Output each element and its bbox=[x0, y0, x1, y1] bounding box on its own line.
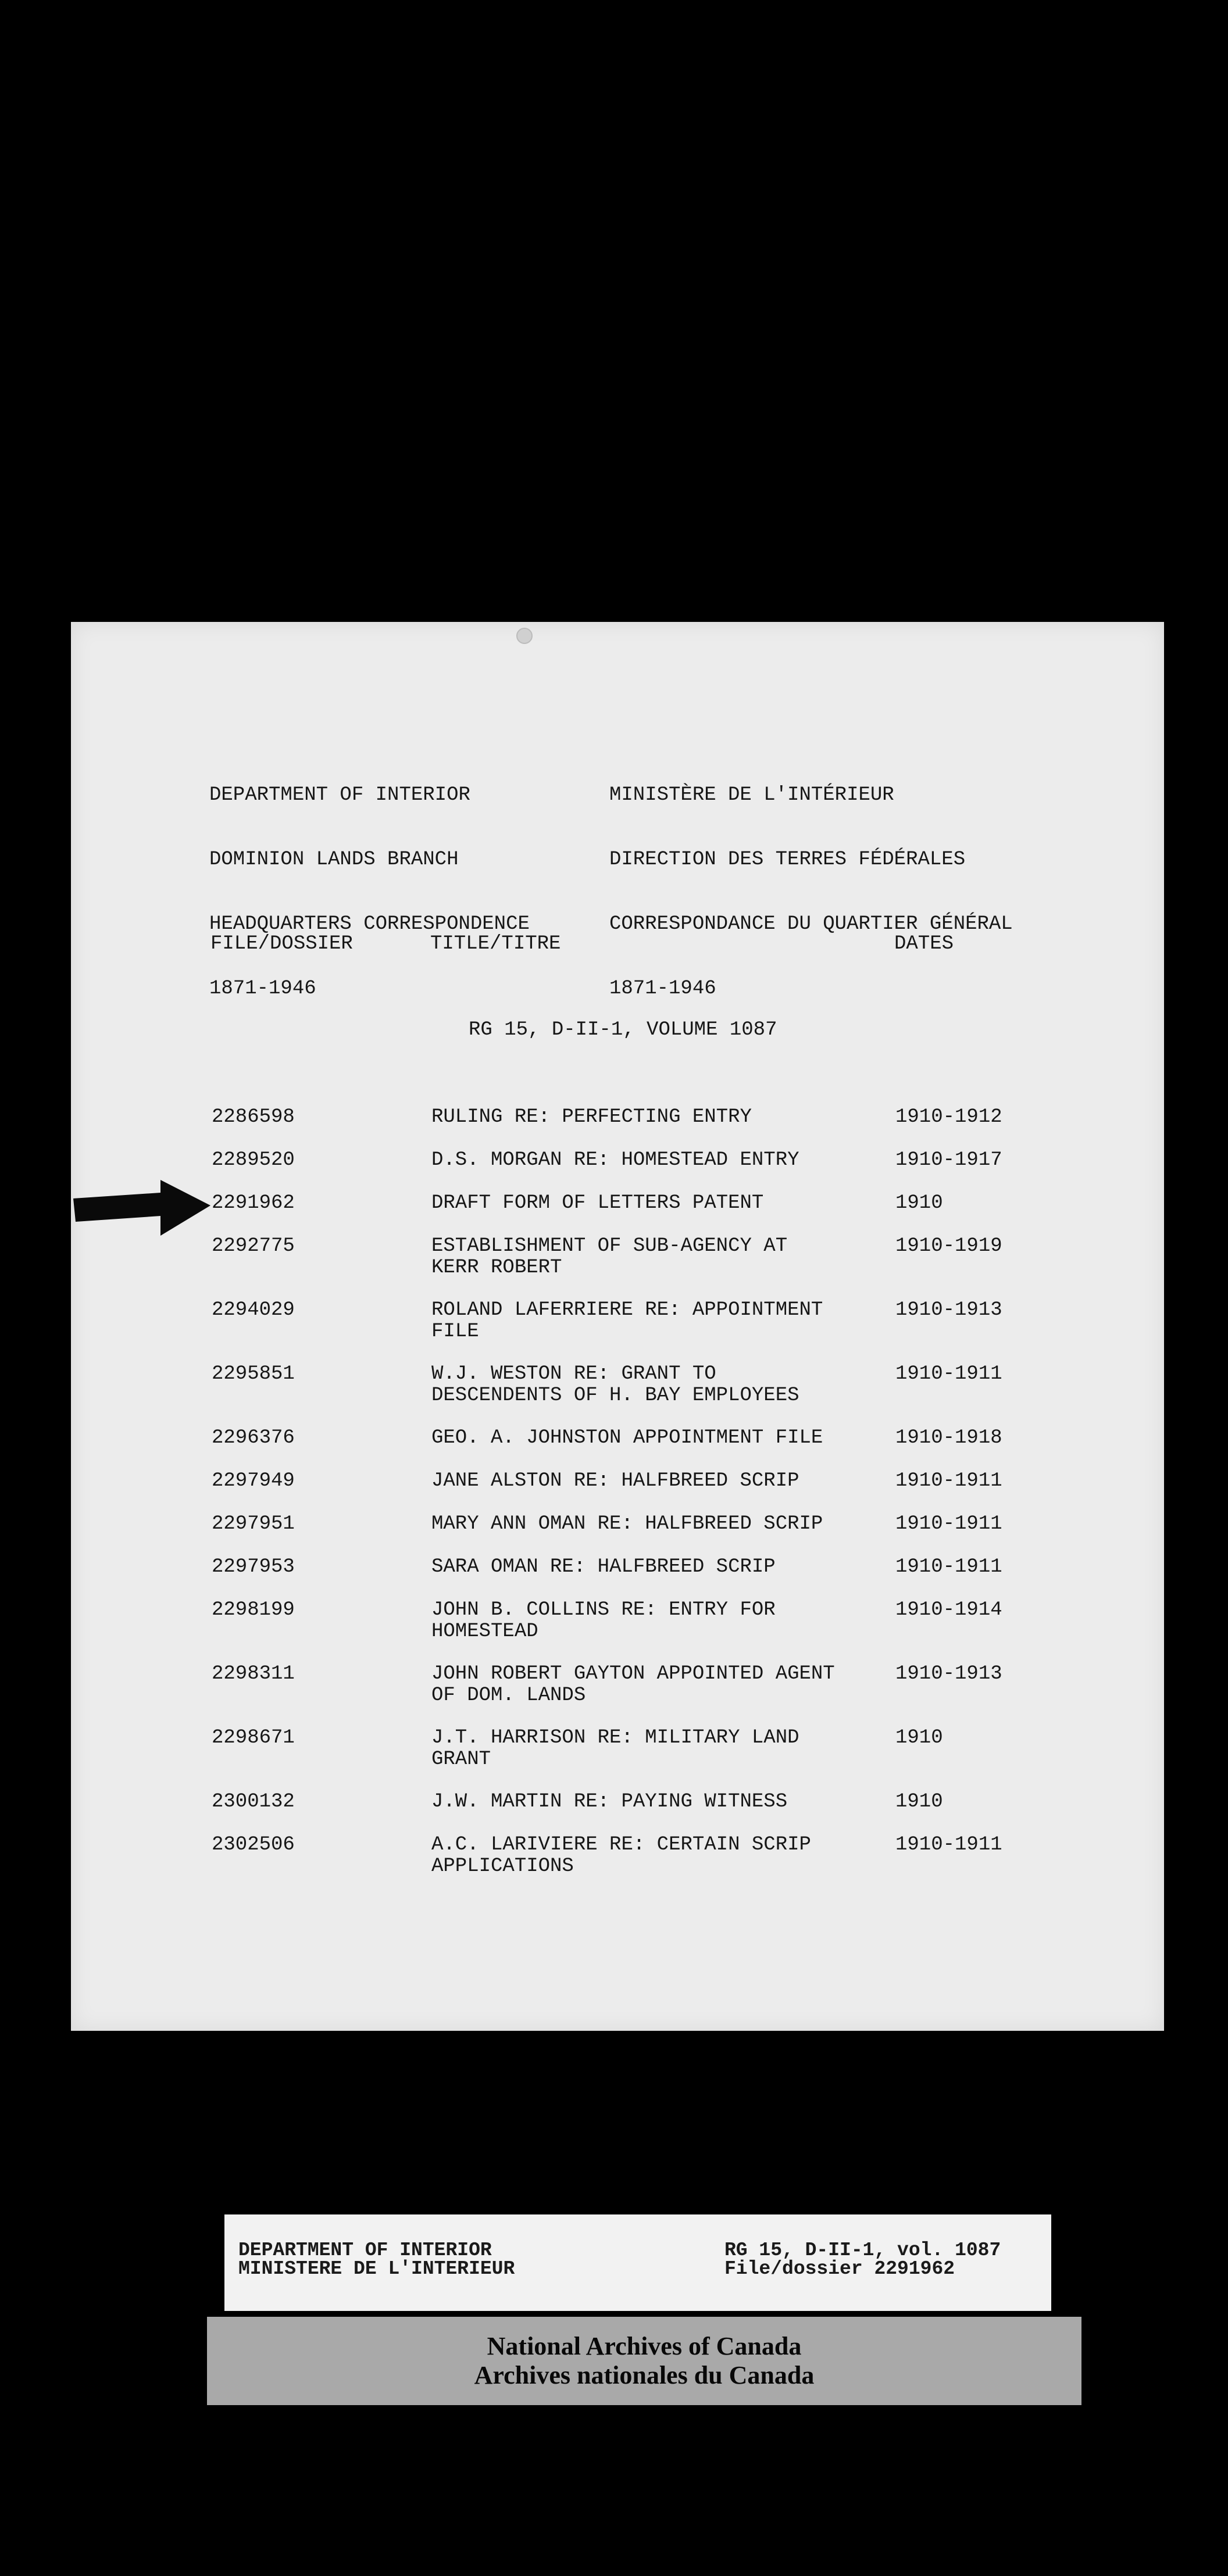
file-title-line: GRANT bbox=[431, 1748, 491, 1770]
file-dates: 1910-1917 bbox=[895, 1149, 1002, 1171]
file-title bbox=[431, 1791, 787, 1813]
label-dept-en: DEPARTMENT OF INTERIOR bbox=[238, 2239, 492, 2261]
microfilm-label bbox=[224, 2214, 1051, 2311]
label-file: File/dossier 2291962 bbox=[724, 2258, 955, 2280]
header-french bbox=[609, 742, 1013, 1021]
archives-name-en: National Archives of Canada bbox=[487, 2332, 802, 2360]
column-header-file: FILE/DOSSIER bbox=[210, 933, 353, 955]
file-title bbox=[431, 1514, 823, 1535]
file-dates: 1910 bbox=[895, 1192, 943, 1214]
file-title-line: DRAFT FORM OF LETTERS PATENT bbox=[431, 1192, 764, 1214]
file-title bbox=[431, 1834, 811, 1877]
header-fr-line: DIRECTION DES TERRES FÉDÉRALES bbox=[609, 849, 966, 871]
file-number: 2295851 bbox=[212, 1363, 295, 1385]
file-number: 2289520 bbox=[212, 1149, 295, 1171]
file-title-line: A.C. LARIVIERE RE: CERTAIN SCRIP bbox=[431, 1834, 811, 1856]
file-number: 2291962 bbox=[212, 1192, 295, 1214]
file-title bbox=[431, 1557, 776, 1578]
file-title-line: HOMESTEAD bbox=[431, 1620, 538, 1643]
file-number: 2302506 bbox=[212, 1834, 295, 1856]
file-dates: 1910-1911 bbox=[895, 1470, 1002, 1492]
file-dates: 1910-1911 bbox=[895, 1834, 1002, 1856]
file-title-line: DESCENDENTS OF H. BAY EMPLOYEES bbox=[431, 1384, 799, 1407]
file-number: 2297953 bbox=[212, 1556, 295, 1578]
file-title bbox=[431, 1150, 799, 1171]
file-number: 2297949 bbox=[212, 1470, 295, 1492]
file-number: 2296376 bbox=[212, 1427, 295, 1449]
file-title bbox=[431, 1663, 835, 1706]
file-dates: 1910-1913 bbox=[895, 1299, 1002, 1321]
column-header-title: TITLE/TITRE bbox=[430, 933, 561, 955]
header-fr-line: MINISTÈRE DE L'INTÉRIEUR bbox=[609, 784, 894, 806]
file-title-line: SARA OMAN RE: HALFBREED SCRIP bbox=[431, 1556, 776, 1578]
punch-hole bbox=[516, 628, 533, 644]
archives-banner bbox=[207, 2317, 1081, 2405]
file-title-line: MARY ANN OMAN RE: HALFBREED SCRIP bbox=[431, 1513, 823, 1535]
file-title-line: OF DOM. LANDS bbox=[431, 1684, 586, 1706]
file-number: 2297951 bbox=[212, 1513, 295, 1535]
header-en-line: DEPARTMENT OF INTERIOR bbox=[209, 784, 470, 806]
file-title bbox=[431, 1300, 823, 1343]
file-title bbox=[431, 1364, 799, 1407]
file-number: 2292775 bbox=[212, 1235, 295, 1257]
file-title bbox=[431, 1236, 787, 1279]
file-title-line: ROLAND LAFERRIERE RE: APPOINTMENT bbox=[431, 1299, 823, 1321]
file-title-line: J.W. MARTIN RE: PAYING WITNESS bbox=[431, 1791, 788, 1813]
file-number: 2294029 bbox=[212, 1299, 295, 1321]
file-title-line: ESTABLISHMENT OF SUB-AGENCY AT bbox=[431, 1235, 788, 1257]
file-title-line: JANE ALSTON RE: HALFBREED SCRIP bbox=[431, 1470, 799, 1492]
file-title-line: JOHN B. COLLINS RE: ENTRY FOR bbox=[431, 1599, 776, 1621]
header-fr-line: 1871-1946 bbox=[609, 978, 716, 1000]
file-title-line: J.T. HARRISON RE: MILITARY LAND bbox=[431, 1727, 799, 1749]
volume-reference: RG 15, D-II-1, VOLUME 1087 bbox=[469, 1019, 777, 1041]
arrow-pointer-icon bbox=[73, 1180, 210, 1236]
header-en-line: DOMINION LANDS BRANCH bbox=[209, 849, 459, 871]
file-dates: 1910-1918 bbox=[895, 1427, 1002, 1449]
file-title bbox=[431, 1427, 823, 1449]
file-title bbox=[431, 1600, 776, 1643]
column-header-dates: DATES bbox=[894, 933, 954, 955]
file-dates: 1910-1913 bbox=[895, 1663, 1002, 1685]
file-number: 2286598 bbox=[212, 1106, 295, 1128]
file-title-line: GEO. A. JOHNSTON APPOINTMENT FILE bbox=[431, 1427, 823, 1449]
file-title bbox=[431, 1193, 763, 1214]
header-english bbox=[209, 742, 530, 1021]
header-en-line: HEADQUARTERS CORRESPONDENCE bbox=[209, 913, 530, 935]
file-number: 2298311 bbox=[212, 1663, 295, 1685]
file-title bbox=[431, 1727, 799, 1770]
file-number: 2300132 bbox=[212, 1791, 295, 1813]
archives-name-fr: Archives nationales du Canada bbox=[474, 2361, 815, 2389]
header-fr-line: CORRESPONDANCE DU QUARTIER GÉNÉRAL bbox=[609, 913, 1013, 935]
file-title bbox=[431, 1107, 752, 1128]
file-dates: 1910-1919 bbox=[895, 1235, 1002, 1257]
file-number: 2298199 bbox=[212, 1599, 295, 1621]
file-title-line: W.J. WESTON RE: GRANT TO bbox=[431, 1363, 716, 1385]
label-volume: RG 15, D-II-1, vol. 1087 bbox=[724, 2239, 1001, 2261]
file-number: 2298671 bbox=[212, 1727, 295, 1749]
file-title-line: KERR ROBERT bbox=[431, 1257, 562, 1279]
file-dates: 1910 bbox=[895, 1727, 943, 1749]
label-dept-fr: MINISTERE DE L'INTERIEUR bbox=[238, 2258, 515, 2280]
file-dates: 1910-1912 bbox=[895, 1106, 1002, 1128]
file-title-line: FILE bbox=[431, 1321, 479, 1343]
file-dates: 1910-1911 bbox=[895, 1363, 1002, 1385]
file-dates: 1910-1911 bbox=[895, 1556, 1002, 1578]
file-title-line: RULING RE: PERFECTING ENTRY bbox=[431, 1106, 752, 1128]
file-dates: 1910-1914 bbox=[895, 1599, 1002, 1621]
file-dates: 1910 bbox=[895, 1791, 943, 1813]
file-title-line: APPLICATIONS bbox=[431, 1855, 574, 1877]
file-dates: 1910-1911 bbox=[895, 1513, 1002, 1535]
file-title-line: D.S. MORGAN RE: HOMESTEAD ENTRY bbox=[431, 1149, 799, 1171]
header-en-line: 1871-1946 bbox=[209, 978, 316, 1000]
file-title-line: JOHN ROBERT GAYTON APPOINTED AGENT bbox=[431, 1663, 835, 1685]
file-title bbox=[431, 1471, 799, 1492]
